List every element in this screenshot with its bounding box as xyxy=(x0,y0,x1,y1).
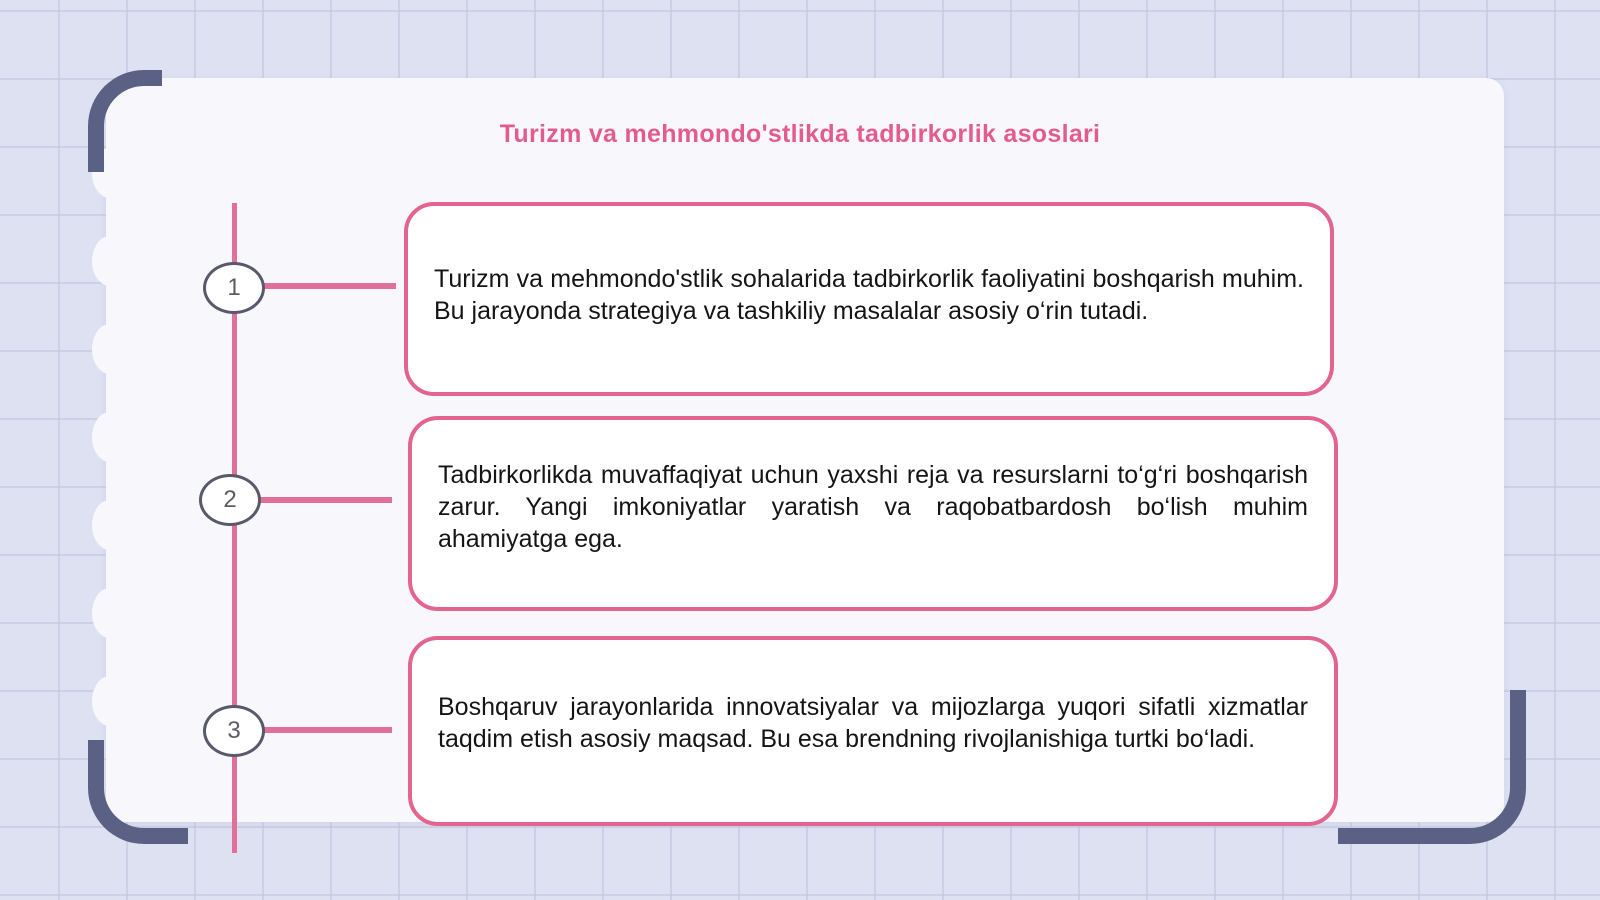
step-2-connector xyxy=(258,497,392,503)
frame-corner-top-left xyxy=(88,70,162,172)
sheet-scallop xyxy=(92,500,128,550)
sheet-scallop xyxy=(92,588,128,638)
sheet-scallop xyxy=(92,324,128,374)
sheet-scallop xyxy=(92,236,128,286)
step-3-connector xyxy=(264,727,392,733)
sheet-scallop xyxy=(92,676,128,726)
step-1-connector xyxy=(264,283,396,289)
sheet-scallop xyxy=(92,412,128,462)
step-3-badge: 3 xyxy=(203,705,265,757)
slide-title: Turizm va mehmondo'stlikda tadbirkorlik asoslari xyxy=(499,120,1101,148)
step-2-badge: 2 xyxy=(199,474,261,526)
step-1-badge: 1 xyxy=(203,262,265,314)
frame-corner-bottom-left xyxy=(88,740,188,844)
step-1-text: Turizm va mehmondo'stlik sohalarida tadbirkorlik faoliyatini boshqarish muhim. Bu jarayonda strategiya va tashkiliy masalalar asosiy o‘rin tutadi. xyxy=(434,265,1304,325)
step-2-card xyxy=(408,416,1338,611)
step-3-card xyxy=(408,636,1338,826)
step-1-card xyxy=(404,202,1334,396)
step-3-text: Boshqaruv jarayonlarida innovatsiyalar va mijozlarga yuqori sifatli xizmatlar taqdim etish asosiy maqsad. Bu esa brendning rivojlanishiga turtki bo‘ladi. xyxy=(438,693,1308,753)
frame-corner-bottom-right xyxy=(1338,690,1526,844)
step-2-text: Tadbirkorlikda muvaffaqiyat uchun yaxshi reja va resurslarni to‘g‘ri boshqarish zarur. Yangi imkoniyatlar yaratish va raqobatbardosh bo‘lish muhim ahamiyatga ega. xyxy=(438,460,1308,553)
